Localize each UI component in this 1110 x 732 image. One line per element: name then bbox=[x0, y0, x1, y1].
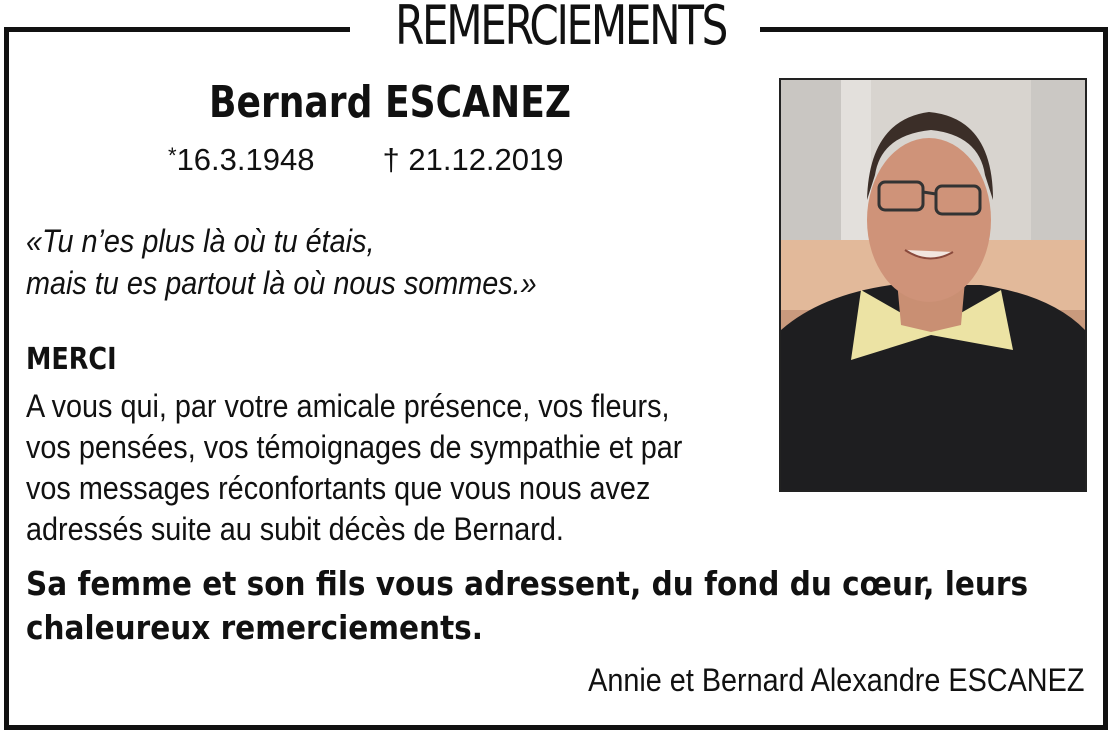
notice-header-title: REMERCIEMENTS bbox=[395, 0, 727, 57]
death-date: 21.12.2019 bbox=[408, 142, 564, 177]
closing-line-2: chaleureux remerciements. bbox=[26, 608, 483, 647]
death-symbol: † bbox=[382, 142, 400, 177]
deceased-name: Bernard ESCANEZ bbox=[208, 77, 572, 128]
portrait-photo bbox=[779, 78, 1087, 492]
birth-date: 16.3.1948 bbox=[176, 142, 315, 177]
merci-line-2: vos pensées, vos témoignages de sympathie et par bbox=[26, 429, 683, 465]
life-dates bbox=[168, 140, 564, 180]
closing-line-1: Sa femme et son fils vous adressent, du fond du cœur, leurs bbox=[26, 564, 1029, 603]
quote-line-1: «Tu n’es plus là où tu étais, bbox=[26, 223, 375, 259]
portrait-illustration bbox=[781, 80, 1085, 490]
merci-line-4: adressés suite au subit décès de Bernard. bbox=[26, 511, 564, 547]
merci-paragraph bbox=[26, 386, 751, 550]
quote-line-2: mais tu es partout là où nous sommes.» bbox=[26, 265, 537, 301]
closing-statement bbox=[26, 562, 1082, 650]
birth-symbol: * bbox=[168, 143, 177, 168]
family-signature: Annie et Bernard Alexandre ESCANEZ bbox=[587, 662, 1084, 698]
memorial-quote bbox=[26, 220, 537, 304]
merci-line-1: A vous qui, par votre amicale présence, vos fleurs, bbox=[26, 388, 670, 424]
merci-line-3: vos messages réconfortants que vous nous avez bbox=[26, 470, 651, 506]
merci-heading: MERCI bbox=[26, 342, 117, 377]
